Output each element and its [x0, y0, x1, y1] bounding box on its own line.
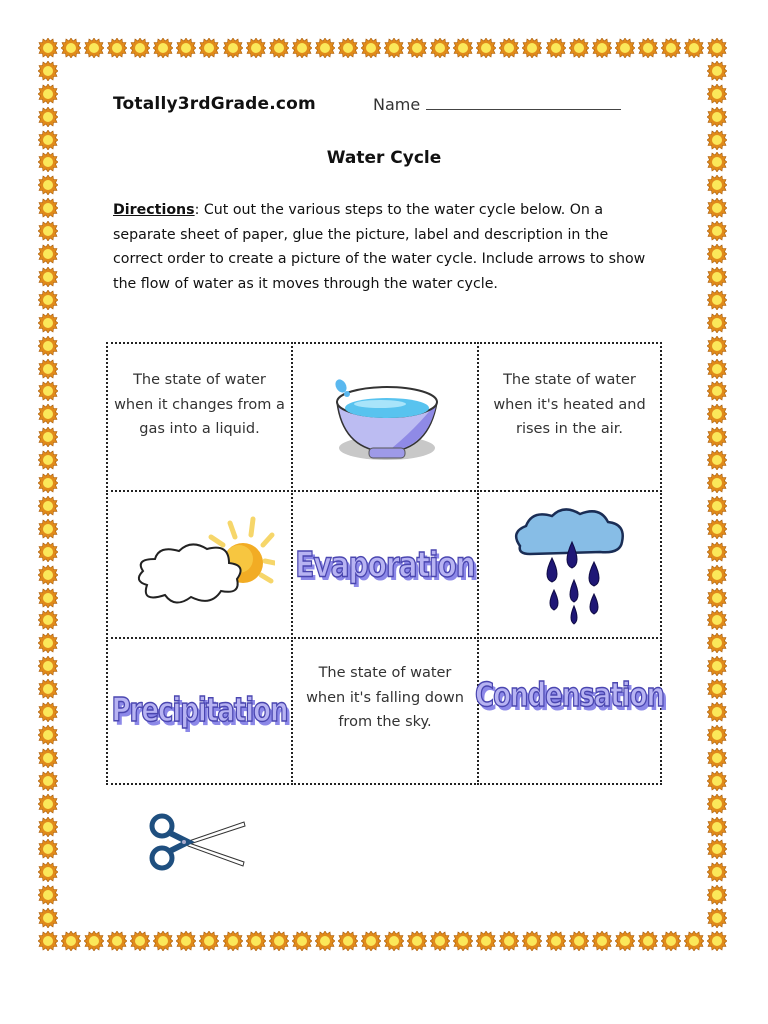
sun-icon — [430, 931, 450, 951]
sun-icon — [176, 931, 196, 951]
sun-icon — [38, 267, 58, 287]
sun-icon — [707, 588, 727, 608]
sun-icon — [707, 702, 727, 722]
sun-icon — [38, 130, 58, 150]
sun-icon — [38, 175, 58, 195]
sun-icon — [61, 38, 81, 58]
sun-icon — [38, 885, 58, 905]
name-field — [373, 95, 621, 114]
sun-icon — [84, 931, 104, 951]
sun-icon — [615, 38, 635, 58]
sun-icon — [707, 908, 727, 928]
sun-icon — [453, 931, 473, 951]
sun-icon — [546, 931, 566, 951]
sun-icon — [38, 61, 58, 81]
sun-icon — [707, 839, 727, 859]
page-title: Water Cycle — [326, 148, 442, 168]
sun-icon — [707, 450, 727, 470]
sun-icon — [707, 519, 727, 539]
card-description-text: The state of water when it's falling down from the sky. — [306, 665, 464, 730]
sun-icon — [707, 679, 727, 699]
card-water-bowl-picture[interactable] — [291, 342, 479, 492]
sun-icon — [246, 38, 266, 58]
sun-icon — [707, 748, 727, 768]
sun-icon — [707, 198, 727, 218]
sun-icon — [38, 198, 58, 218]
sun-icon — [38, 748, 58, 768]
sun-icon — [38, 794, 58, 814]
card-precipitation-label[interactable] — [106, 637, 293, 785]
sun-icon — [476, 931, 496, 951]
sun-icon — [407, 931, 427, 951]
sun-icon — [107, 931, 127, 951]
rain-cloud-icon — [510, 502, 630, 627]
sun-icon — [199, 931, 219, 951]
card-evaporation-label[interactable] — [291, 490, 479, 639]
name-blank-line — [426, 95, 621, 110]
sun-icon — [661, 38, 681, 58]
sun-icon — [223, 931, 243, 951]
sun-icon — [384, 931, 404, 951]
sun-icon — [638, 931, 658, 951]
sun-icon — [38, 839, 58, 859]
sun-icon — [38, 381, 58, 401]
sun-icon — [38, 725, 58, 745]
sun-icon — [707, 244, 727, 264]
sun-icon — [707, 427, 727, 447]
sun-icon — [176, 38, 196, 58]
sun-icon — [361, 931, 381, 951]
sun-icon — [38, 84, 58, 104]
sun-icon — [407, 38, 427, 58]
sun-cloud-icon — [125, 515, 275, 615]
directions-label: Directions — [113, 202, 195, 218]
sun-icon — [38, 519, 58, 539]
sun-icon — [38, 473, 58, 493]
sun-icon — [38, 565, 58, 585]
sun-icon — [707, 359, 727, 379]
sun-icon — [707, 61, 727, 81]
sun-icon — [38, 656, 58, 676]
cutout-grid — [106, 342, 662, 785]
condensation-wordart: Condensation — [475, 677, 664, 715]
sun-icon — [707, 885, 727, 905]
sun-icon — [38, 290, 58, 310]
sun-icon — [707, 107, 727, 127]
sun-icon — [338, 38, 358, 58]
sun-icon — [38, 588, 58, 608]
sun-icon — [707, 542, 727, 562]
sun-icon — [476, 38, 496, 58]
sun-icon — [684, 38, 704, 58]
card-evaporation-description[interactable] — [477, 342, 662, 492]
sun-icon — [569, 931, 589, 951]
card-sun-cloud-picture[interactable] — [106, 490, 293, 639]
sun-icon — [246, 931, 266, 951]
sun-icon — [707, 496, 727, 516]
sun-icon — [707, 130, 727, 150]
sun-icon — [707, 84, 727, 104]
sun-icon — [38, 496, 58, 516]
sun-icon — [107, 38, 127, 58]
sun-icon — [38, 862, 58, 882]
sun-icon — [499, 931, 519, 951]
sun-icon — [38, 313, 58, 333]
sun-icon — [269, 931, 289, 951]
sun-icon — [361, 38, 381, 58]
sun-icon — [522, 931, 542, 951]
card-rain-cloud-picture[interactable] — [477, 490, 662, 639]
sun-icon — [384, 38, 404, 58]
sun-icon — [38, 450, 58, 470]
card-description-text: The state of water when it changes from a gas into a liquid. — [114, 372, 285, 437]
sun-icon — [707, 610, 727, 630]
sun-icon — [315, 38, 335, 58]
card-condensation-label[interactable] — [477, 637, 662, 785]
sun-icon — [38, 404, 58, 424]
sun-icon — [707, 725, 727, 745]
sun-icon — [453, 38, 473, 58]
sun-icon — [707, 290, 727, 310]
name-label: Name — [373, 95, 421, 114]
sun-icon — [707, 633, 727, 653]
directions — [113, 198, 653, 296]
sun-icon — [38, 931, 58, 951]
precipitation-wordart: Precipitation — [111, 692, 288, 730]
sun-icon — [592, 931, 612, 951]
sun-icon — [315, 931, 335, 951]
sun-icon — [38, 679, 58, 699]
card-description-text: The state of water when it's heated and rises in the air. — [493, 372, 646, 437]
card-precipitation-description[interactable] — [291, 637, 479, 785]
sun-icon — [592, 38, 612, 58]
sun-icon — [38, 771, 58, 791]
sun-icon — [223, 38, 243, 58]
sun-icon — [84, 38, 104, 58]
sun-icon — [38, 336, 58, 356]
sun-icon — [38, 610, 58, 630]
sun-icon — [615, 931, 635, 951]
sun-icon — [38, 427, 58, 447]
sun-icon — [707, 313, 727, 333]
sun-icon — [269, 38, 289, 58]
card-condensation-description[interactable] — [106, 342, 293, 492]
sun-icon — [707, 931, 727, 951]
sun-icon — [707, 38, 727, 58]
sun-icon — [61, 931, 81, 951]
sun-icon — [338, 931, 358, 951]
sun-icon — [292, 931, 312, 951]
sun-icon — [153, 38, 173, 58]
sun-icon — [522, 38, 542, 58]
sun-icon — [153, 931, 173, 951]
sun-icon — [707, 221, 727, 241]
sun-icon — [707, 817, 727, 837]
sun-icon — [292, 38, 312, 58]
sun-icon — [38, 702, 58, 722]
sun-icon — [546, 38, 566, 58]
sun-icon — [707, 656, 727, 676]
sun-icon — [661, 931, 681, 951]
sun-icon — [499, 38, 519, 58]
sun-icon — [707, 565, 727, 585]
evaporation-wordart: Evaporation — [295, 543, 475, 586]
sun-icon — [38, 817, 58, 837]
sun-icon — [569, 38, 589, 58]
sun-icon — [430, 38, 450, 58]
sun-icon — [130, 931, 150, 951]
sun-icon — [38, 38, 58, 58]
sun-icon — [638, 38, 658, 58]
sun-icon — [707, 862, 727, 882]
sun-icon — [707, 381, 727, 401]
sun-icon — [707, 473, 727, 493]
directions-text: : Cut out the various steps to the water cycle below. On a separate sheet of paper, glue the picture, label and description in the correct order to create a picture of the water cycle. Include arrows to show the flow of water as it moves through the water cycle. — [113, 202, 646, 292]
sun-icon — [707, 771, 727, 791]
sun-icon — [684, 931, 704, 951]
sun-icon — [38, 633, 58, 653]
water-bowl-icon — [325, 370, 445, 465]
sun-icon — [38, 107, 58, 127]
sun-icon — [707, 336, 727, 356]
sun-icon — [38, 908, 58, 928]
sun-icon — [707, 267, 727, 287]
sun-icon — [707, 175, 727, 195]
sun-icon — [707, 404, 727, 424]
site-name: Totally3rdGrade.com — [113, 94, 316, 114]
sun-icon — [38, 244, 58, 264]
sun-icon — [199, 38, 219, 58]
sun-icon — [38, 542, 58, 562]
sun-icon — [38, 221, 58, 241]
sun-icon — [38, 359, 58, 379]
sun-icon — [707, 794, 727, 814]
scissors-icon — [148, 812, 248, 872]
sun-icon — [130, 38, 150, 58]
